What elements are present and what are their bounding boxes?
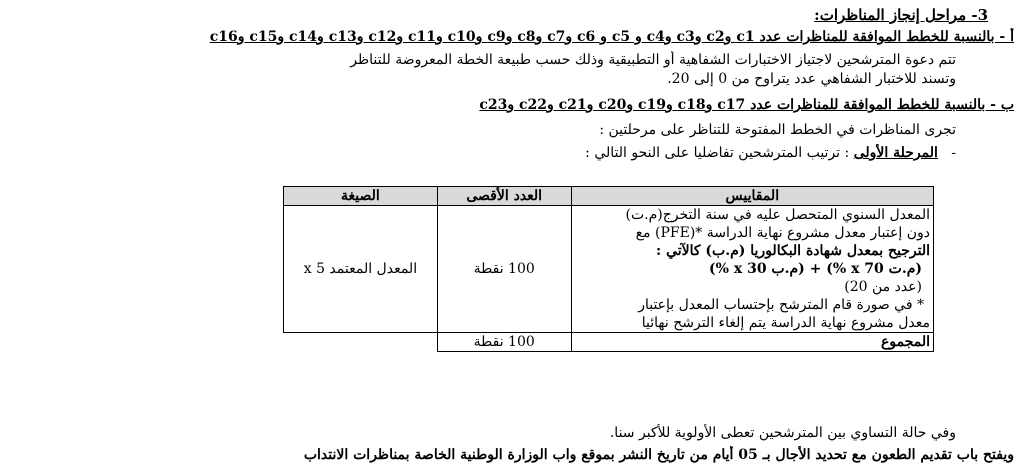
criteria-line: المعدل السنوي المتحصل عليه في سنة التخرج(م.ت) <box>625 207 930 223</box>
criteria-note-line: معدل مشروع نهاية الدراسة يتم إلغاء الترشح نهائيا <box>641 315 930 331</box>
table-header-row <box>284 187 934 206</box>
total-max: 100 نقطة <box>437 333 571 352</box>
table-row <box>284 206 934 333</box>
table-total-row <box>284 333 934 352</box>
max-score-cell: 100 نقطة <box>437 206 571 333</box>
footer-line-1: وفي حالة التساوي بين المترشحين تعطى الأولوية للأكبر سنا. <box>609 425 956 441</box>
part-a-text-line-1: تتم دعوة المترشحين لاجتياز الاختبارات الشفاهية أو التطبيقية وذلك حسب طبيعة الخطة المعروضة للتناظر <box>350 52 956 68</box>
part-b-heading: ب - بالنسبة للخطط الموافقة للمناظرات عدد c17 وc18 وc19 وc20 وc21 وc22 وc23 <box>479 97 1014 113</box>
part-a-text-line-2: وتسند للاختبار الشفاهي عدد يتراوح من 0 إلى 20. <box>667 71 956 87</box>
header-max: العدد الأقصى <box>437 187 571 206</box>
part-a-heading: أ - بالنسبة للخطط الموافقة للمناظرات عدد c1 وc2 وc3 وc4 و c5 و c6 وc7 وc8 وc9 وc10 وc11 وc12 وc13 وc14 وc15 وc16 <box>209 29 1014 45</box>
header-formula: الصيغة <box>284 187 438 206</box>
stage-text: : ترتيب المترشحين تفاضليا على النحو التالي : <box>585 145 854 161</box>
criteria-formula-line: (م.ت x 70 %) + (م.ب x 30 %) <box>709 261 922 277</box>
footer-line-2: ويفتح باب تقديم الطعون مع تحديد الأجال بـ 05 أيام من تاريخ النشر بموقع واب الوزارة الوطنية الخاصة بمناظرات الانتداب <box>303 447 1014 463</box>
stage-label: المرحلة الأولى <box>853 145 938 161</box>
total-label: المجموع <box>571 333 933 352</box>
criteria-line: دون إعتبار معدل مشروع نهاية الدراسة *(PFE) مع <box>635 225 930 241</box>
part-b-text-line-1: تجرى المناظرات في الخطط المفتوحة للتناظر على مرحلتين : <box>599 122 956 138</box>
list-dash: - <box>937 145 956 161</box>
section-title: 3- مراحل إنجاز المناظرات: <box>814 6 988 24</box>
criteria-cell <box>571 206 933 333</box>
formula-cell: المعدل المعتمد x 5 <box>284 206 438 333</box>
header-criteria: المقاييس <box>571 187 933 206</box>
criteria-line: الترجيح بمعدل شهادة البكالوريا (م.ب) كالآتي : <box>656 243 930 259</box>
total-empty <box>284 333 438 352</box>
criteria-line: (عدد من 20) <box>844 279 922 295</box>
criteria-note-line: * في صورة قام المترشح بإحتساب المعدل بإعتبار <box>638 297 924 313</box>
part-b-stage-line <box>20 144 956 162</box>
criteria-table <box>283 186 934 352</box>
